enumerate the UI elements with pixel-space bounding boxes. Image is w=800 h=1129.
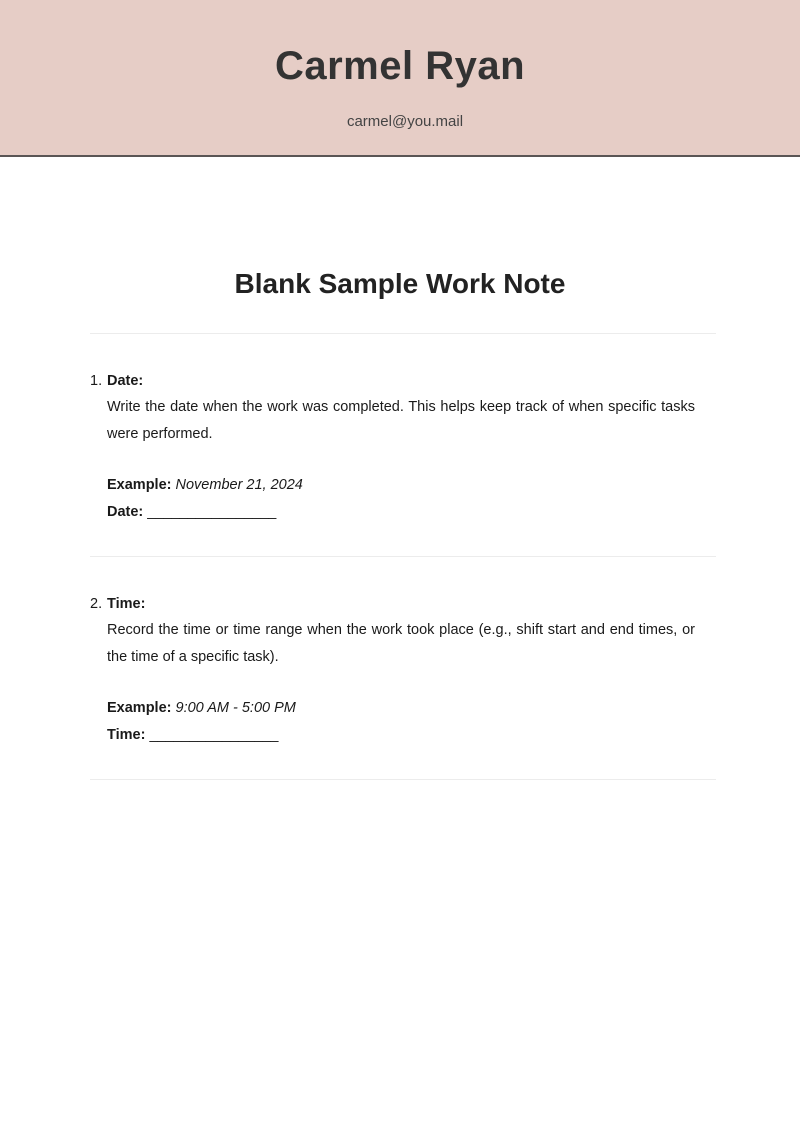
divider [90,333,716,334]
item-label: Time: [107,596,146,612]
field-label: Time: [107,727,146,743]
item-number: 1. [90,373,103,389]
author-email: carmel@you.mail [346,113,464,130]
page-title: Blank Sample Work Note [234,268,566,299]
item-description: Write the date when the work was completed. This helps keep track of when specific tasks were performed. [107,399,695,442]
time-field-blank[interactable]: ________________ [149,727,279,743]
item-label: Date: [107,373,144,389]
field-label: Date: [107,504,144,520]
author-name: Carmel Ryan [274,44,526,88]
item-number: 2. [90,596,103,612]
item-description: Record the time or time range when the work took place (e.g., shift start and end times, or the time of a specific task). [107,622,695,665]
divider [90,556,716,557]
date-field-blank[interactable]: ________________ [147,504,277,520]
example-label: Example: [107,477,172,493]
divider [90,779,716,780]
header-banner [0,0,800,157]
list-item-time [90,591,695,749]
example-value: 9:00 AM - 5:00 PM [175,700,296,716]
example-value: November 21, 2024 [175,477,303,493]
list-item-date [90,368,695,526]
example-label: Example: [107,700,172,716]
